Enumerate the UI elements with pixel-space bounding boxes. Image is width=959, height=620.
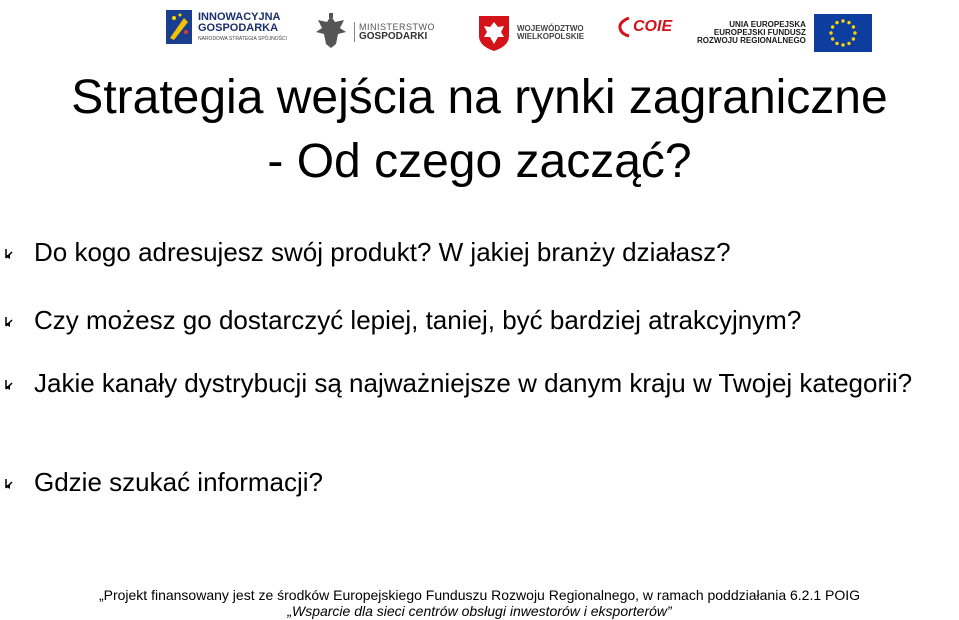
- footer-project-name: „Wsparcie dla sieci centrów obsługi inwestorów i eksporterów”: [287, 603, 672, 619]
- innowacyjna-line3: NARODOWA STRATEGIA SPÓJNOŚCI: [198, 36, 287, 42]
- coie-swoosh-icon: [617, 16, 631, 38]
- ministerstwo-gospodarki-logo: [312, 12, 435, 52]
- wojewodztwo-line2: WIELKOPOLSKIE: [517, 32, 585, 41]
- innowacyjna-line1: INNOWACYJNA: [198, 11, 281, 23]
- coat-of-arms-icon: [477, 14, 511, 52]
- ue-line2: EUROPEJSKI FUNDUSZ: [713, 28, 806, 37]
- title-line-2: - Od czego zacząć?: [267, 135, 692, 188]
- arrow-down-bullet-icon: [5, 316, 16, 327]
- arrow-down-bullet-icon: [5, 248, 16, 259]
- innowacyjna-gospodarka-logo: [166, 10, 287, 44]
- eu-flag-icon: [814, 14, 872, 52]
- arrow-down-bullet-icon: [5, 379, 16, 390]
- eagle-emblem-icon: [312, 12, 350, 52]
- arrow-down-bullet-icon: [5, 478, 16, 489]
- wojewodztwo-line1: WOJEWÓDZTWO: [517, 24, 584, 33]
- bullet-text: Jakie kanały dystrybucji są najważniejsze w danym kraju w Twojej kategorii?: [34, 368, 913, 398]
- logo-bar: [0, 0, 959, 62]
- footer-project-info: „Projekt finansowany jest ze środków Europejskiego Funduszu Rozwoju Regionalnego, w ramach poddziałania 6.2.1 POIG: [98, 587, 861, 603]
- coie-logo: [617, 16, 672, 38]
- wojewodztwo-wielkopolskie-logo: [477, 14, 584, 52]
- ue-line1: UNIA EUROPEJSKA: [729, 20, 806, 29]
- coie-text: COIE: [633, 18, 673, 35]
- title-line-1: Strategia wejścia na rynki zagraniczne: [71, 71, 888, 124]
- bullet-text: Gdzie szukać informacji?: [34, 467, 323, 497]
- ministerstwo-line1: MINISTERSTWO: [359, 22, 435, 32]
- bullet-text: Czy możesz go dostarczyć lepiej, taniej, być bardziej atrakcyjnym?: [34, 305, 802, 335]
- ministerstwo-line2: GOSPODARKI: [359, 31, 428, 42]
- bullet-text: Do kogo adresujesz swój produkt? W jakiej branży działasz?: [34, 237, 731, 267]
- unia-europejska-logo: [697, 14, 872, 52]
- ue-line3: ROZWOJU REGIONALNEGO: [697, 36, 806, 45]
- innowacyjna-gospodarka-icon: [166, 10, 192, 44]
- innowacyjna-line2: GOSPODARKA: [198, 22, 279, 34]
